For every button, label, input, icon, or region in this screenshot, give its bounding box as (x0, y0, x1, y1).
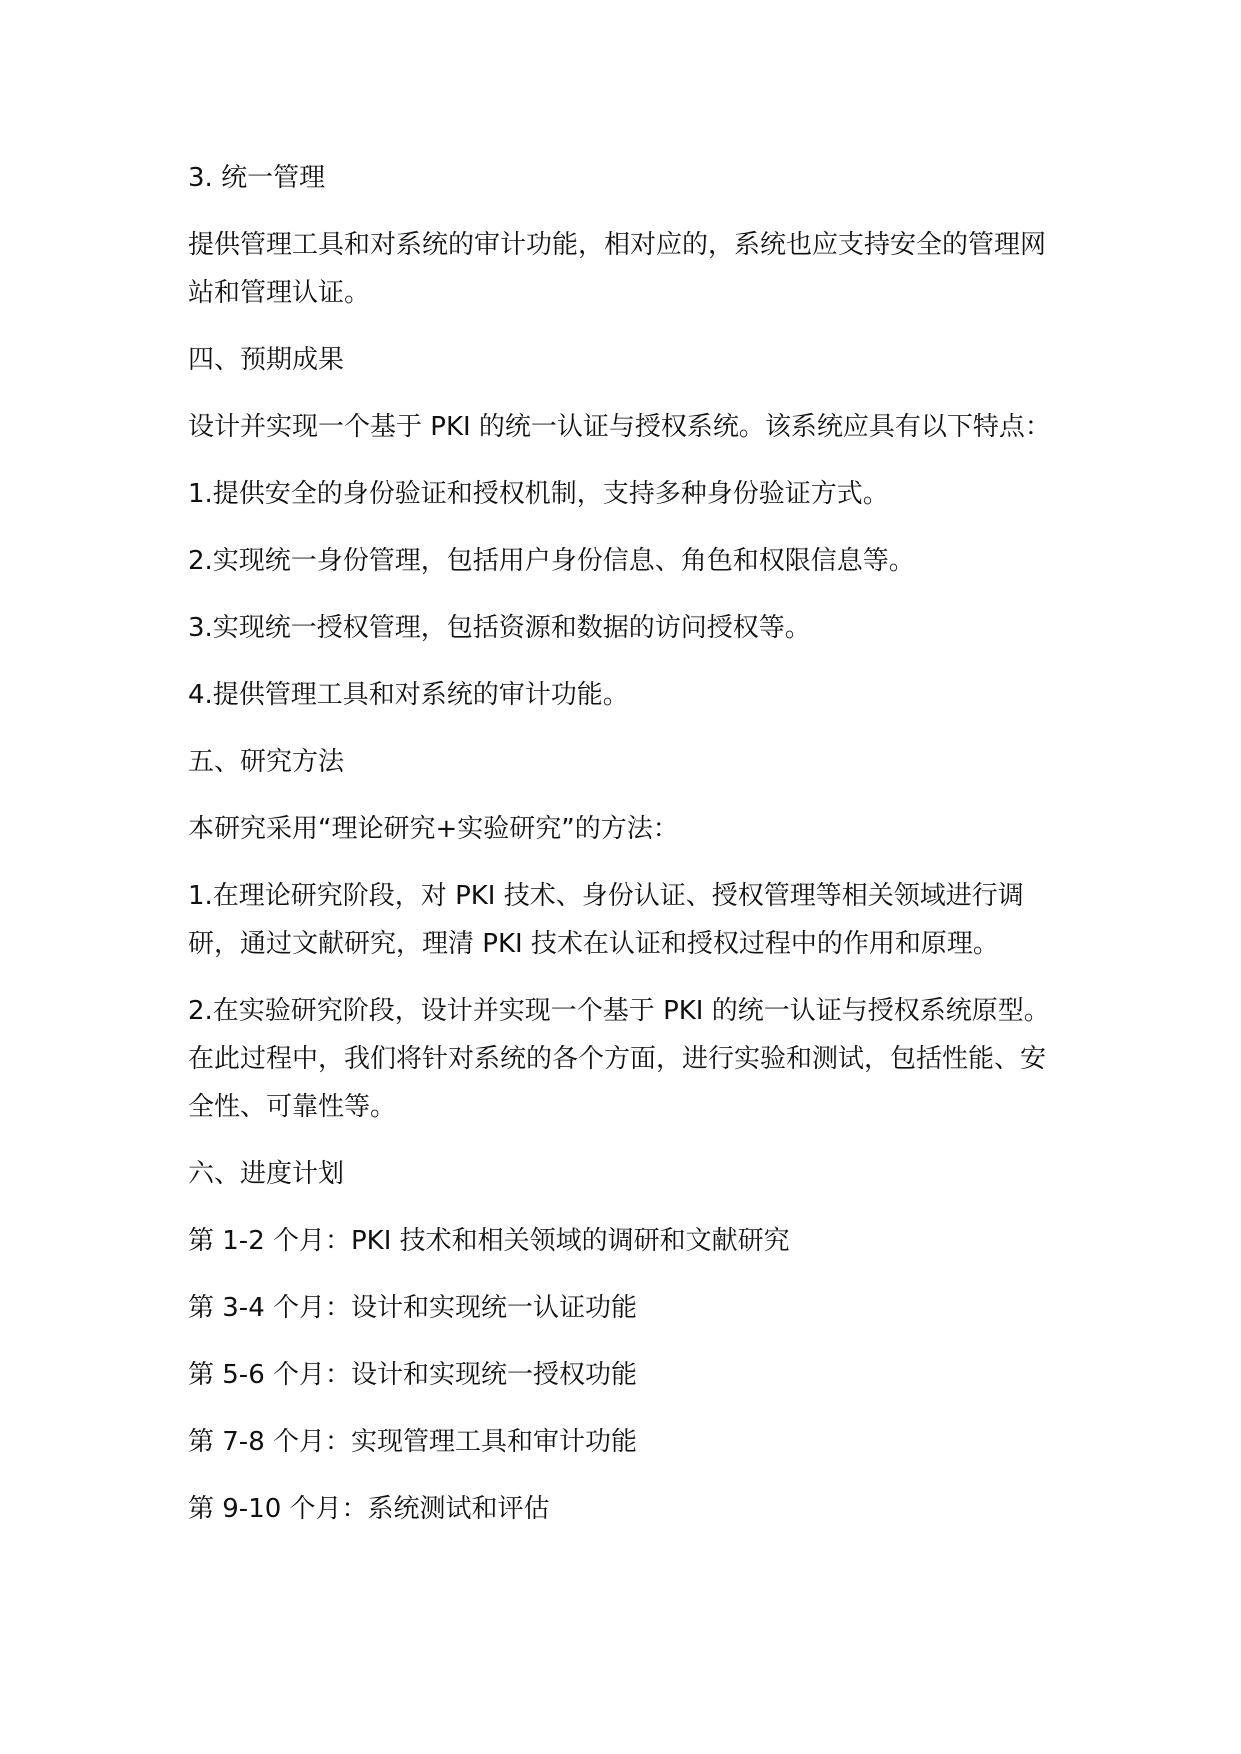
list-item-schedule-4: 第 7-8 个月：实现管理工具和审计功能 (188, 1427, 637, 1457)
document-body (188, 154, 1068, 1552)
paragraph-research-methods-intro: 本研究采用“理论研究+实验研究”的方法： (188, 814, 679, 844)
paragraph-expected-results-intro: 设计并实现一个基于 PKI 的统一认证与授权系统。该系统应具有以下特点： (188, 412, 1051, 442)
section-heading-research-methods: 五、研究方法 (188, 747, 345, 777)
list-item-schedule-2: 第 3-4 个月：设计和实现统一认证功能 (188, 1293, 637, 1323)
list-item-expected-result-2: 2.实现统一身份管理，包括用户身份信息、角色和权限信息等。 (188, 546, 915, 576)
list-item-schedule-3: 第 5-6 个月：设计和实现统一授权功能 (188, 1360, 637, 1390)
section-heading-expected-results: 四、预期成果 (188, 345, 345, 375)
paragraph-unified-management: 提供管理工具和对系统的审计功能，相对应的，系统也应支持安全的管理网站和管理认证。 (188, 230, 1047, 308)
list-item-schedule-5: 第 9-10 个月：系统测试和评估 (188, 1494, 550, 1524)
section-heading-schedule: 六、进度计划 (188, 1159, 345, 1189)
list-item-expected-result-1: 1.提供安全的身份验证和授权机制，支持多种身份验证方式。 (188, 479, 889, 509)
list-item-expected-result-3: 3.实现统一授权管理，包括资源和数据的访问授权等。 (188, 613, 811, 643)
section-heading-unified-management: 3. 统一管理 (188, 163, 326, 193)
list-item-schedule-1: 第 1-2 个月：PKI 技术和相关领域的调研和文献研究 (188, 1226, 790, 1256)
list-item-research-method-2: 2.在实验研究阶段，设计并实现一个基于 PKI 的统一认证与授权系统原型。在此过程中，我们将针对系统的各个方面，进行实验和测试，包括性能、安全性、可靠性等。 (188, 996, 1050, 1122)
list-item-research-method-1: 1.在理论研究阶段，对 PKI 技术、身份认证、授权管理等相关领域进行调研，通过文献研究，理清 PKI 技术在认证和授权过程中的作用和原理。 (188, 881, 1024, 959)
list-item-expected-result-4: 4.提供管理工具和对系统的审计功能。 (188, 680, 629, 710)
